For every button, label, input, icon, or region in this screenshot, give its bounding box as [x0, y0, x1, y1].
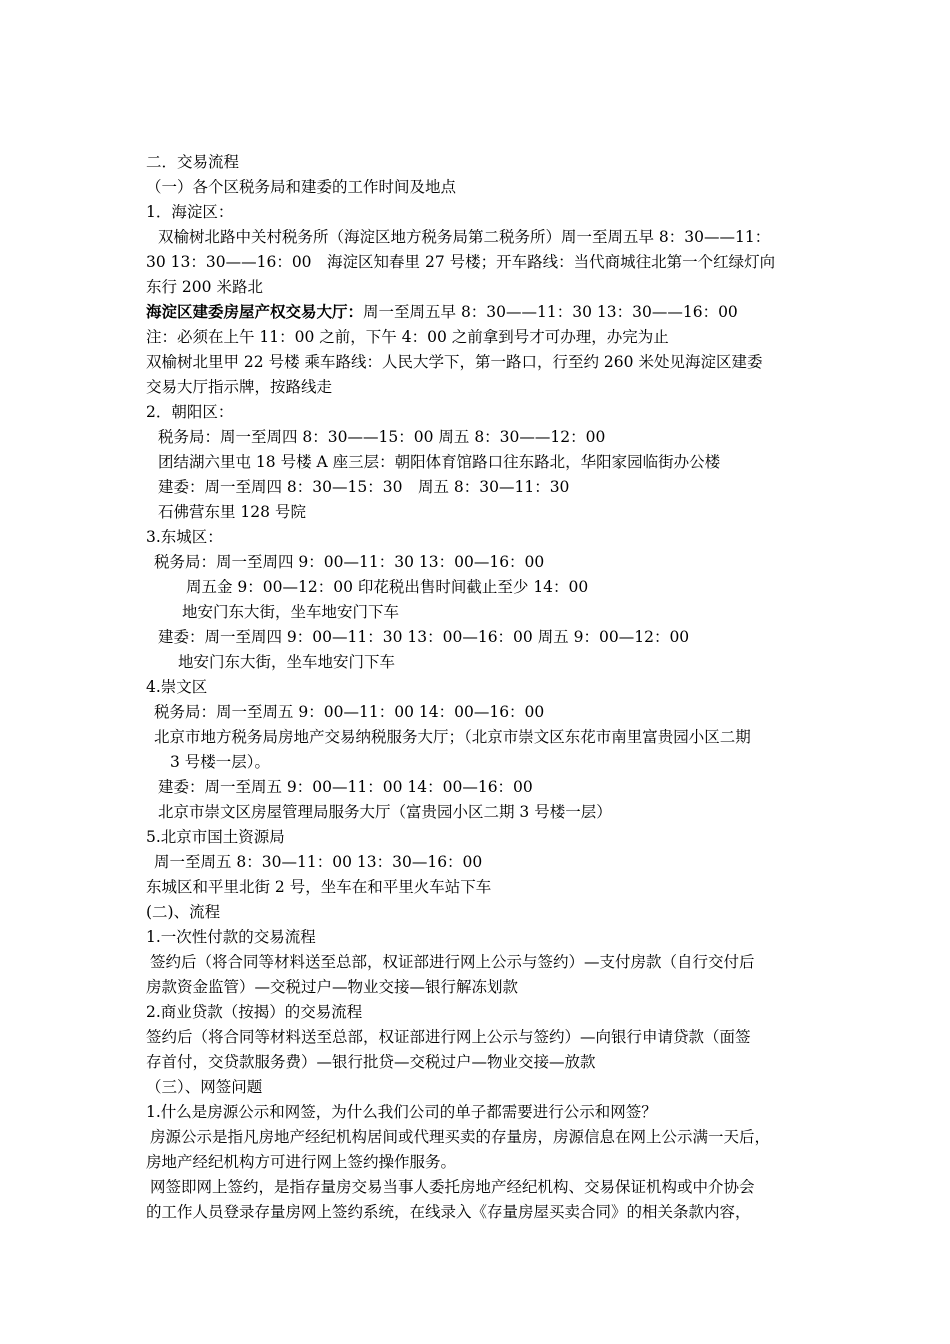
paragraph-line: 3 号楼一层）。 [170, 753, 271, 771]
subsection-heading: (二)、流程 [146, 903, 221, 921]
section-heading: 二．交易流程 [146, 153, 240, 171]
paragraph-line: 的工作人员登录存量房网上签约系统，在线录入《存量房屋买卖合同》的相关条款内容， [146, 1203, 751, 1221]
inline-text: 周一至周五早 8：30——11：30 13：30——16：00 [363, 303, 738, 321]
flow-heading: 2.商业贷款（按揭）的交易流程 [146, 1003, 363, 1021]
paragraph-line: 房源公示是指凡房地产经纪机构居间或代理买卖的存量房，房源信息在网上公示满一天后， [150, 1128, 771, 1146]
paragraph-line: 北京市地方税务局房地产交易纳税服务大厅；（北京市崇文区东花市南里富贵园小区二期 [154, 728, 751, 746]
paragraph-line: 团结湖六里屯 18 号楼 A 座三层：朝阳体育馆路口往东路北，华阳家园临街办公楼 [158, 453, 721, 471]
paragraph-line: 网签即网上签约，是指存量房交易当事人委托房地产经纪机构、交易保证机构或中介协会 [150, 1178, 755, 1196]
paragraph-line: 税务局：周一至周四 8：30——15：00 周五 8：30——12：00 [158, 428, 606, 446]
question-heading: 1.什么是房源公示和网签，为什么我们公司的单子都需要进行公示和网签？ [146, 1103, 657, 1121]
paragraph-line: 税务局：周一至周五 9：00—11：00 14：00—16：00 [154, 703, 545, 721]
paragraph-line: 石佛营东里 128 号院 [158, 503, 306, 521]
paragraph-line [146, 302, 738, 322]
subsection-heading: （一）各个区税务局和建委的工作时间及地点 [146, 178, 457, 196]
paragraph-line: 房款资金监管）—交税过户—物业交接—银行解冻划款 [146, 978, 519, 996]
paragraph-line: 税务局：周一至周四 9：00—11：30 13：00—16：00 [154, 553, 545, 571]
flow-heading: 1.一次性付款的交易流程 [146, 928, 316, 946]
paragraph-line: 建委：周一至周四 9：00—11：30 13：00—16：00 周五 9：00—12：00 [158, 628, 690, 646]
district-heading-dongcheng: 3.东城区： [146, 528, 223, 546]
paragraph-line: 东行 200 米路北 [146, 278, 263, 296]
district-heading-haidian: 1．海淀区： [146, 203, 234, 221]
paragraph-line: 签约后（将合同等材料送至总部，权证部进行网上公示与签约）—向银行申请贷款（面签 [146, 1028, 751, 1046]
paragraph-line: 东城区和平里北街 2 号，坐车在和平里火车站下车 [146, 878, 492, 896]
subsection-heading: （三）、网签问题 [146, 1078, 263, 1096]
paragraph-line: 建委：周一至周四 8：30—15：30 周五 8：30—11：30 [158, 478, 570, 496]
paragraph-line: 建委：周一至周五 9：00—11：00 14：00—16：00 [158, 778, 533, 796]
paragraph-line: 交易大厅指示牌，按路线走 [146, 378, 333, 396]
district-heading-land-bureau: 5.北京市国土资源局 [146, 828, 285, 846]
paragraph-line: 双榆树北里甲 22 号楼 乘车路线：人民大学下，第一路口，行至约 260 米处见海淀区建委 [146, 353, 763, 371]
paragraph-line: 存首付，交贷款服务费）—银行批贷—交税过户—物业交接—放款 [146, 1053, 596, 1071]
paragraph-line: 北京市崇文区房屋管理局服务大厅（富贵园小区二期 3 号楼一层） [158, 803, 612, 821]
district-heading-chongwen: 4.崇文区 [146, 678, 208, 696]
paragraph-line: 签约后（将合同等材料送至总部，权证部进行网上公示与签约）—支付房款（自行交付后 [150, 953, 755, 971]
paragraph-line: 地安门东大街，坐车地安门下车 [182, 603, 400, 621]
paragraph-line: 双榆树北路中关村税务所（海淀区地方税务局第二税务所）周一至周五早 8：30——11： [158, 228, 771, 246]
paragraph-line: 周一至周五 8：30—11：00 13：30—16：00 [154, 853, 483, 871]
paragraph-line: 地安门东大街，坐车地安门下车 [178, 653, 396, 671]
bold-label: 海淀区建委房屋产权交易大厅： [146, 302, 364, 321]
district-heading-chaoyang: 2．朝阳区： [146, 403, 234, 421]
paragraph-line: 周五金 9：00—12：00 印花税出售时间截止至少 14：00 [186, 578, 589, 596]
paragraph-line: 房地产经纪机构方可进行网上签约操作服务。 [146, 1153, 457, 1171]
paragraph-line: 30 13：30——16：00 海淀区知春里 27 号楼；开车路线：当代商城往北第一个红绿灯向 [146, 253, 776, 271]
note-line: 注：必须在上午 11：00 之前，下午 4：00 之前拿到号才可办理，办完为止 [146, 328, 669, 346]
